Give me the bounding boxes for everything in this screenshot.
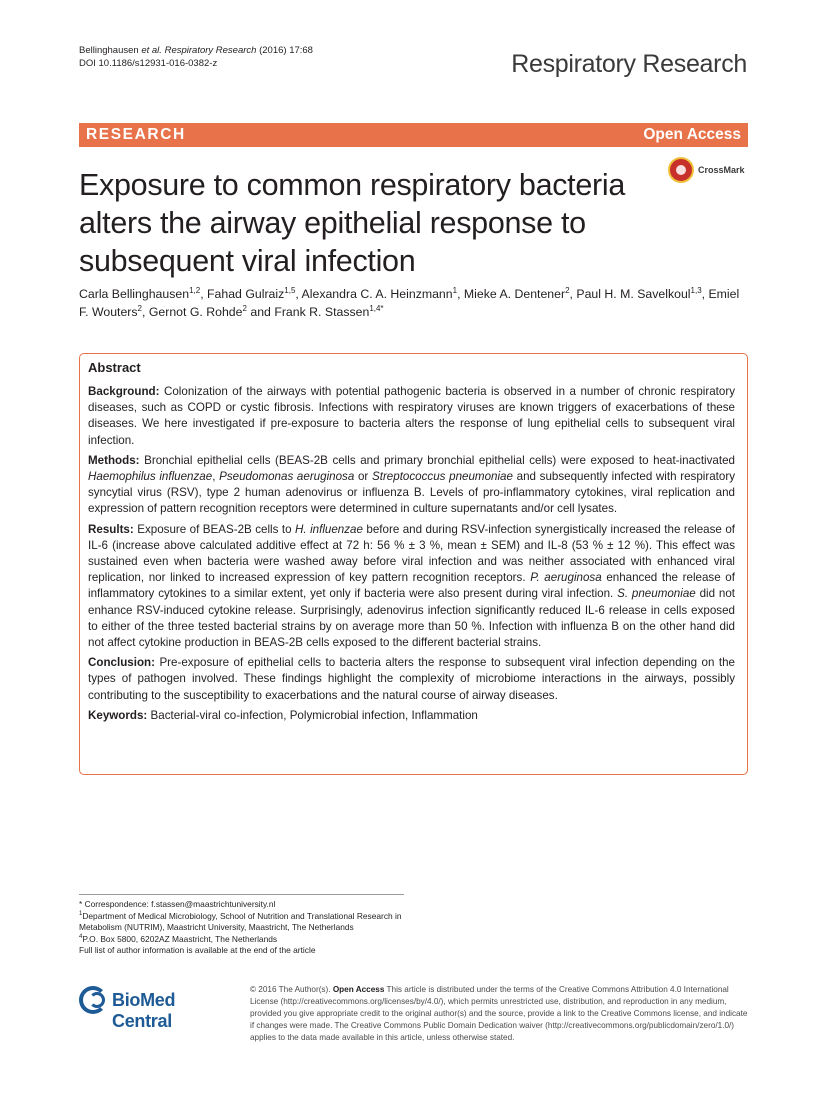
section-text: Bronchial epithelial cells (BEAS-2B cells and primary bronchial epithelial cells) were exposed to heat-inactivated bbox=[144, 453, 735, 467]
section-text: enhanced the release of inflammatory cytokines to a similar extent, yet only if bacteria were also present during viral infection. bbox=[88, 571, 735, 601]
author-affiliation: 1,2 bbox=[189, 285, 201, 295]
author-separator: , bbox=[569, 287, 577, 301]
author-affiliation: 1,4* bbox=[369, 303, 384, 313]
citation-line bbox=[79, 44, 313, 57]
author-affiliation: 2 bbox=[137, 303, 142, 313]
section-text: , bbox=[212, 470, 216, 484]
section-label: Methods: bbox=[88, 453, 140, 467]
citation-volume: (2016) 17:68 bbox=[259, 45, 313, 56]
section-label: Keywords: bbox=[88, 708, 148, 722]
author-separator: , bbox=[701, 287, 709, 301]
species-name: S. pneumoniae bbox=[617, 587, 696, 601]
correspondence-email[interactable]: * Correspondence: f.stassen@maastrichtuniversity.nl bbox=[79, 899, 276, 909]
citation-etal: et al. bbox=[141, 45, 162, 56]
article-title: Exposure to common respiratory bacteria alters the airway epithelial response to subsequent viral infection bbox=[79, 168, 626, 278]
author-name: Paul H. M. Savelkoul bbox=[576, 287, 691, 301]
species-name: Haemophilus influenzae bbox=[88, 470, 213, 484]
copyright-text: © 2016 The Author(s). bbox=[250, 985, 331, 994]
author-name: Emiel F. Wouters bbox=[79, 287, 740, 319]
abstract-background bbox=[88, 384, 735, 449]
section-text: before and during RSV-infection synergistically increased the release of IL-6 (increase above calculated additive effect at 72 h: 56 % ± 3 %, mean ± SEM) and IL-8 (53 % ± 12 %). This effect was sustained even when bacteria were washed away before viral infection and was neither associated with enhanced viral replication, nor linked to increased expression of key pattern recognition receptors. bbox=[88, 522, 736, 585]
abstract-methods bbox=[88, 453, 735, 518]
section-text: Colonization of the airways with potential pathogenic bacteria is observed in a number of chronic respiratory diseases, such as COPD or cystic fibrosis. Infections with respiratory viruses are known triggers of exacerbations of these diseases. We here investigated if pre-exposure to bacteria alters the response of lung epithelial cells to subsequent viral infection. bbox=[88, 385, 735, 447]
running-header bbox=[79, 44, 313, 70]
species-name: H. influenzae bbox=[295, 522, 363, 536]
species-name: Streptococcus pneumoniae bbox=[371, 470, 513, 484]
species-name: P. aeruginosa bbox=[530, 571, 602, 585]
section-label: Results: bbox=[88, 522, 134, 536]
author-separator: , bbox=[200, 287, 208, 301]
section-label: Conclusion: bbox=[88, 656, 155, 670]
section-text: and subsequently infected with respiratory syncytial virus (RSV), type 2 human adenovirus or influenza B. Levels of pro-inflammatory cytokines, viral replication and expression of pattern recognition receptors were determined in culture supernatants and/or cell lysates. bbox=[88, 470, 735, 516]
license-statement bbox=[250, 984, 750, 1044]
author-name: Alexandra C. A. Heinzmann bbox=[301, 287, 453, 301]
citation-authors: Bellinghausen bbox=[79, 45, 139, 56]
article-type-label: RESEARCH bbox=[86, 126, 186, 143]
author-separator: , bbox=[295, 287, 302, 301]
section-text: did not enhance RSV-induced cytokine release. Surprisingly, adenovirus infection significantly reduced IL-6 release in cells exposed to either of the three tested bacterial strains by on average more than 50 %. Infection with influenza B on the other hand did not affect cytokine production in BEAS-2B cells exposed to the different bacterial strains. bbox=[88, 587, 735, 650]
section-text: Exposure of BEAS-2B cells to bbox=[137, 522, 292, 536]
section-text: Bacterial-viral co-infection, Polymicrobial infection, Inflammation bbox=[150, 708, 478, 722]
license-text: This article is distributed under the terms of the Creative Commons Attribution 4.0 International License (http://creativecommons.org/licenses/by/4.0/), which permits unrestricted use, distribution, and reproduction in any medium, provided you give appropriate credit to the original author(s) and the source, provide a link to the Creative Commons license, and indicate if changes were made. The Creative Commons Public Domain Dedication waiver (http://creativecommons.org/publicdomain/zero/1.0/) applies to the data made available in this article, unless otherwise stated. bbox=[250, 985, 748, 1043]
author-affiliation: 2 bbox=[565, 285, 570, 295]
biomed-central-icon-inner bbox=[89, 992, 105, 1008]
abstract-keywords bbox=[88, 708, 735, 724]
biomed-central-logo bbox=[79, 986, 239, 1031]
section-text: Pre-exposure of epithelial cells to bacteria alters the response to subsequent viral infection depending on the types of pathogen involved. These findings highlight the complexity of microbiome interactions in the airways, possibly contributing to the susceptibility to exacerbations and the natural course of airway diseases. bbox=[88, 656, 735, 702]
author-name: Mieke A. Dentener bbox=[463, 287, 566, 301]
open-access-bold: Open Access bbox=[332, 985, 385, 994]
author-separator: and bbox=[246, 305, 275, 319]
author-separator: , bbox=[142, 305, 149, 319]
abstract-results bbox=[88, 522, 735, 652]
crossmark-badge[interactable] bbox=[668, 157, 748, 185]
author-name: Fahad Gulraiz bbox=[207, 287, 285, 301]
affiliation-text: Department of Medical Microbiology, School of Nutrition and Translational Research in Metabolism (NUTRIM), Maastricht University, Maastricht, The Netherlands bbox=[79, 910, 402, 933]
affiliation-1 bbox=[79, 911, 409, 934]
author-name: Gernot G. Rohde bbox=[148, 305, 243, 319]
affiliation-text: P.O. Box 5800, 6202AZ Maastricht, The Netherlands bbox=[82, 933, 278, 944]
publisher-name: BioMed Central bbox=[112, 990, 176, 1031]
full-author-info-note: Full list of author information is available at the end of the article bbox=[79, 945, 316, 956]
section-text: or bbox=[357, 470, 369, 484]
citation-journal: Respiratory Research bbox=[164, 45, 257, 56]
author-list bbox=[79, 285, 749, 321]
journal-name: Respiratory Research bbox=[511, 50, 747, 78]
open-access-label: Open Access bbox=[643, 126, 741, 143]
doi-link[interactable]: DOI 10.1186/s12931-016-0382-z bbox=[79, 58, 218, 69]
author-separator: , bbox=[457, 287, 464, 301]
affiliation-4 bbox=[79, 934, 409, 946]
author-name: Carla Bellinghausen bbox=[79, 287, 190, 301]
author-name: Frank R. Stassen bbox=[274, 305, 370, 319]
author-affiliation: 2 bbox=[242, 303, 247, 313]
footnote-divider bbox=[79, 894, 404, 895]
footnotes bbox=[79, 899, 409, 957]
author-affiliation: 1 bbox=[452, 285, 458, 295]
abstract-conclusion bbox=[88, 655, 735, 704]
affiliation-number: 1 bbox=[79, 910, 83, 917]
author-affiliation: 1,5 bbox=[284, 285, 296, 295]
author-affiliation: 1,3 bbox=[690, 285, 702, 295]
section-label: Background: bbox=[88, 385, 160, 398]
species-name: Pseudomonas aeruginosa bbox=[219, 470, 355, 484]
affiliation-number: 4 bbox=[79, 933, 83, 940]
abstract-heading: Abstract bbox=[88, 360, 141, 375]
article-type-banner bbox=[79, 123, 748, 147]
crossmark-label: CrossMark bbox=[698, 165, 745, 175]
abstract-box bbox=[79, 353, 748, 775]
